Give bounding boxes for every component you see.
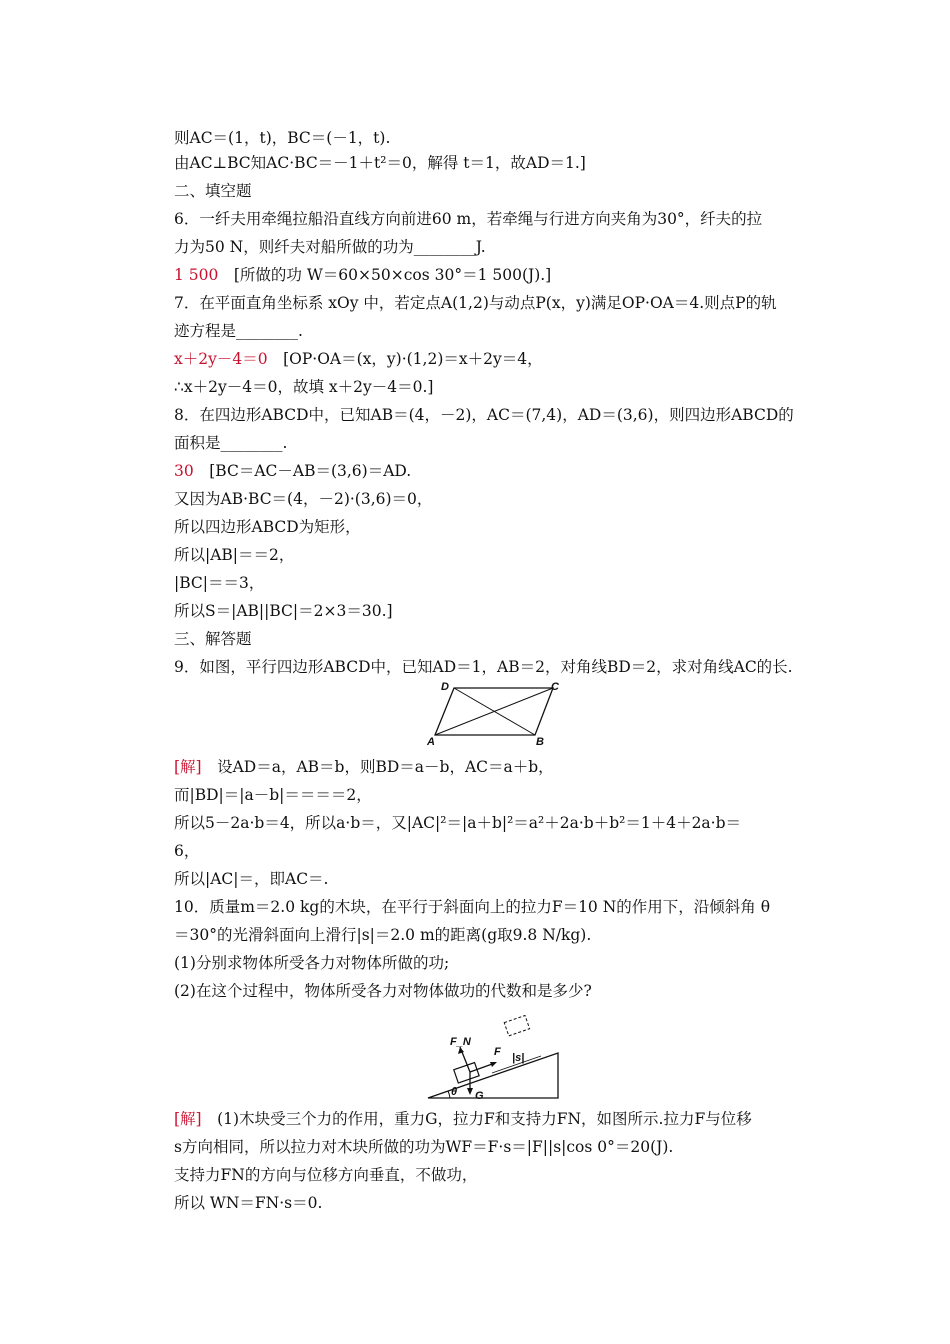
- line-text: 7．在平面直角坐标系 xOy 中，若定点A(1,2)与动点P(x，y)满足OP·OA＝4.则点P的轨: [174, 294, 777, 312]
- label-f: F: [494, 1046, 501, 1058]
- line-text: 所以四边形ABCD为矩形，: [174, 518, 361, 536]
- line-text: 则AC＝(1，t)，BC＝(－1，t).: [174, 129, 391, 147]
- line-text: s方向相同，所以拉力对木块所做的功为WF＝F·s＝|F||s|cos 0°＝20(J).: [174, 1138, 674, 1156]
- text-line: [174, 657, 793, 677]
- answer-highlight: x＋2y－4＝0: [174, 350, 268, 368]
- text-line: [174, 489, 432, 509]
- text-line: [174, 153, 586, 173]
- label-theta: θ: [451, 1086, 458, 1098]
- line-text: 三、解答题: [174, 630, 252, 648]
- answer-highlight: [解]: [174, 758, 202, 776]
- line-text: 所以|AC|＝，即AC＝.: [174, 870, 329, 888]
- text-line: [174, 377, 433, 397]
- line-text: 迹方程是________.: [174, 322, 303, 340]
- text-line: [174, 517, 361, 537]
- text-line: [174, 405, 794, 425]
- line-text: [所做的功 W＝60×50×cos 30°＝1 500(J).]: [218, 266, 552, 284]
- text-line: [174, 181, 252, 201]
- label-d: D: [441, 681, 449, 693]
- answer-highlight: [解]: [174, 1110, 202, 1128]
- text-line: [174, 321, 303, 341]
- text-line: [174, 813, 741, 833]
- label-c: C: [551, 681, 559, 693]
- line-text: (1)分别求物体所受各力对物体所做的功;: [174, 954, 450, 972]
- line-text: 力为50 N，则纤夫对船所做的功为________J.: [174, 238, 486, 256]
- parallelogram-figure: [425, 678, 565, 748]
- label-a: A: [427, 736, 435, 748]
- text-line: [174, 1165, 477, 1185]
- line-text: [OP·OA＝(x，y)·(1,2)＝x＋2y＝4，: [267, 350, 543, 368]
- text-line: [174, 573, 264, 593]
- line-text: 所以S＝|AB||BC|＝2×3＝30.]: [174, 602, 393, 620]
- line-text: 面积是________.: [174, 434, 288, 452]
- text-line: [174, 545, 294, 565]
- line-text: [BC＝AC－AB＝(3,6)＝AD.: [193, 462, 412, 480]
- text-line: [174, 1193, 322, 1213]
- line-text: 所以5－2a·b＝4，所以a·b＝，又|AC|²＝|a＋b|²＝a²＋2a·b＋b²＝1＋4＋2a·b＝: [174, 814, 742, 832]
- text-line: [174, 869, 328, 889]
- label-b: B: [536, 736, 544, 748]
- text-line: [174, 601, 393, 621]
- text-line: [174, 1137, 673, 1157]
- line-text: (2)在这个过程中，物体所受各力对物体做功的代数和是多少?: [174, 982, 592, 1000]
- text-line: [174, 128, 390, 148]
- line-text: (1)木块受三个力的作用，重力G，拉力F和支持力FN，如图所示.拉力F与位移: [201, 1110, 752, 1128]
- text-line: [174, 237, 486, 257]
- line-text: ∴x＋2y－4＝0，故填 x＋2y－4＝0.]: [174, 378, 434, 396]
- label-fn: F_N: [450, 1036, 471, 1048]
- text-line: [174, 293, 777, 313]
- label-g: G: [475, 1090, 484, 1102]
- text-line: [174, 981, 592, 1001]
- line-text: 8．在四边形ABCD中，已知AB＝(4，－2)，AC＝(7,4)，AD＝(3,6)，则四边形ABCD的: [174, 406, 794, 424]
- text-line: [174, 841, 199, 861]
- line-text: 设AD＝a，AB＝b，则BD＝a－b，AC＝a＋b，: [201, 758, 554, 776]
- line-text: |BC|＝＝3，: [174, 574, 265, 592]
- text-line: [174, 629, 252, 649]
- text-line: [174, 953, 449, 973]
- text-line: [174, 1109, 752, 1129]
- text-line: [174, 265, 551, 285]
- text-line: [174, 209, 762, 229]
- line-text: 二、填空题: [174, 182, 252, 200]
- answer-highlight: 30: [174, 462, 194, 480]
- text-line: [174, 925, 591, 945]
- line-text: 由AC⊥BC知AC·BC＝－1＋t²＝0，解得 t＝1，故AD＝1.]: [174, 154, 586, 172]
- line-text: 所以|AB|＝＝2，: [174, 546, 295, 564]
- line-text: 而|BD|＝|a－b|＝＝＝＝2，: [174, 786, 372, 804]
- answer-highlight: 1 500: [174, 266, 219, 284]
- line-text: 所以 WN＝FN·s＝0.: [174, 1194, 323, 1212]
- text-line: [174, 433, 287, 453]
- incline-figure: [420, 1015, 570, 1103]
- text-line: [174, 461, 411, 481]
- text-line: [174, 349, 543, 369]
- line-text: 10．质量m＝2.0 kg的木块，在平行于斜面向上的拉力F＝10 N的作用下，沿倾斜角 θ: [174, 898, 771, 916]
- label-s: |s|: [512, 1052, 525, 1064]
- line-text: 6，: [174, 842, 200, 860]
- line-text: 又因为AB·BC＝(4，－2)·(3,6)＝0，: [174, 490, 433, 508]
- line-text: 6．一纤夫用牵绳拉船沿直线方向前进60 m，若牵绳与行进方向夹角为30°，纤夫的拉: [174, 210, 763, 228]
- line-text: ＝30°的光滑斜面向上滑行|s|＝2.0 m的距离(g取9.8 N/kg).: [174, 926, 592, 944]
- line-text: 9．如图，平行四边形ABCD中，已知AD＝1，AB＝2，对角线BD＝2，求对角线AC的长.: [174, 658, 793, 676]
- text-line: [174, 785, 372, 805]
- line-text: 支持力FN的方向与位移方向垂直，不做功，: [174, 1166, 478, 1184]
- text-line: [174, 897, 770, 917]
- text-line: [174, 757, 554, 777]
